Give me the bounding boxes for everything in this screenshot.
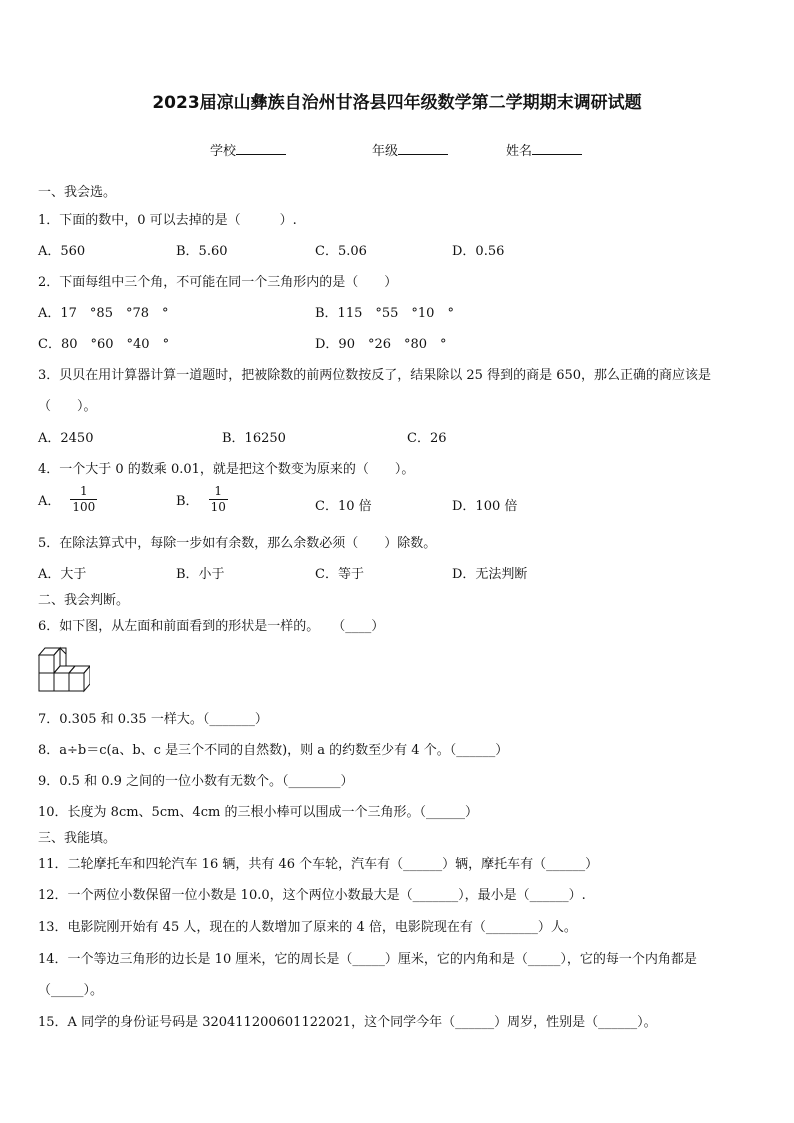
q11-text: 11．二轮摩托车和四轮汽车 16 辆，共有 46 个车轮，汽车有（______）辆，摩托车有（______） <box>38 857 599 872</box>
q2-option-d[interactable]: D．90 °26 °80 ° <box>315 337 447 352</box>
q3-option-c[interactable]: C．26 <box>407 431 447 446</box>
q1-option-d[interactable]: D．0.56 <box>452 244 505 259</box>
q5-stem: 5．在除法算式中，每除一步如有余数，那么余数必须（ ）除数。 <box>38 536 437 551</box>
q4-option-b[interactable]: B． $\frac{1}{10}$ <box>176 484 226 514</box>
q2-option-c[interactable]: C．80 °60 °40 ° <box>38 337 170 352</box>
q8-text: 8．a÷b＝c(a、b、c 是三个不同的自然数)，则 a 的约数至少有 4 个。（______） <box>38 743 509 758</box>
q2-option-a[interactable]: A．17 °85 °78 ° <box>38 306 169 321</box>
q4-option-d[interactable]: D．100 倍 <box>452 499 518 514</box>
q5-option-a[interactable]: A．大于 <box>38 567 87 582</box>
q12-text: 12．一个两位小数保留一位小数是 10.0，这个两位小数最大是（_______），最小是（______）. <box>38 888 586 903</box>
q7-text: 7．0.305 和 0.35 一样大。（_______） <box>38 712 268 727</box>
q2-option-b[interactable]: B．115 °55 °10 ° <box>315 306 454 321</box>
q3-stem: 3．贝贝在用计算器计算一道题时，把被除数的前两位数按反了，结果除以 25 得到的商是 650，那么正确的商应该是 <box>38 368 712 383</box>
q4-a-fraction: $\frac{1}{100}$ <box>72 484 96 514</box>
name-field[interactable]: 姓名 <box>506 140 582 159</box>
q1-option-c[interactable]: C．5.06 <box>315 244 367 259</box>
q14-text: 14．一个等边三角形的边长是 10 厘米，它的周长是（_____）厘米，它的内角和是（_____），它的每一个内角都是 <box>38 952 697 967</box>
school-field[interactable]: 学校 <box>210 140 286 159</box>
grade-field[interactable]: 年级 <box>372 140 448 159</box>
q13-text: 13．电影院刚开始有 45 人，现在的人数增加了原来的 4 倍，电影院现在有（________）人。 <box>38 920 577 935</box>
q3-stem-cont: （ ）。 <box>38 399 97 414</box>
q1-option-a[interactable]: A．560 <box>38 244 86 259</box>
q3-option-a[interactable]: A．2450 <box>38 431 94 446</box>
q4-option-a[interactable]: A． $\frac{1}{100}$ <box>38 484 96 514</box>
school-blank[interactable] <box>236 142 286 155</box>
q4-b-fraction: $\frac{1}{10}$ <box>210 484 226 514</box>
page-title: 2023届凉山彝族自治州甘洛县四年级数学第二学期期末调研试题 <box>152 93 642 113</box>
q3-option-b[interactable]: B．16250 <box>222 431 286 446</box>
section-1-heading: 一、我会选。 <box>38 185 117 200</box>
q4-option-c[interactable]: C．10 倍 <box>315 499 372 514</box>
q15-text: 15．A 同学的身份证号码是 320411200601122021，这个同学今年（______）周岁，性别是（______）。 <box>38 1015 657 1030</box>
q2-stem: 2．下面每组中三个角，不可能在同一个三角形内的是（ ） <box>38 275 398 290</box>
q14-text-cont: （_____）。 <box>38 983 104 998</box>
name-blank[interactable] <box>532 142 582 155</box>
q6-text: 6．如下图，从左面和前面看到的形状是一样的。 （____） <box>38 619 385 634</box>
q1-option-b[interactable]: B．5.60 <box>176 244 228 259</box>
q4-stem: 4．一个大于 0 的数乘 0.01，就是把这个数变为原来的（ ）。 <box>38 462 415 477</box>
q1-stem: 1．下面的数中，0 可以去掉的是（ ）. <box>38 213 297 228</box>
section-2-heading: 二、我会判断。 <box>38 593 130 608</box>
q5-option-c[interactable]: C．等于 <box>315 567 364 582</box>
q9-text: 9．0.5 和 0.9 之间的一位小数有无数个。（________） <box>38 774 354 789</box>
cube-stack-figure <box>38 644 90 694</box>
q5-option-d[interactable]: D．无法判断 <box>452 567 528 582</box>
q10-text: 10．长度为 8cm、5cm、4cm 的三根小棒可以围成一个三角形。（______） <box>38 805 478 820</box>
section-3-heading: 三、我能填。 <box>38 831 117 846</box>
q5-option-b[interactable]: B．小于 <box>176 567 225 582</box>
grade-blank[interactable] <box>398 142 448 155</box>
